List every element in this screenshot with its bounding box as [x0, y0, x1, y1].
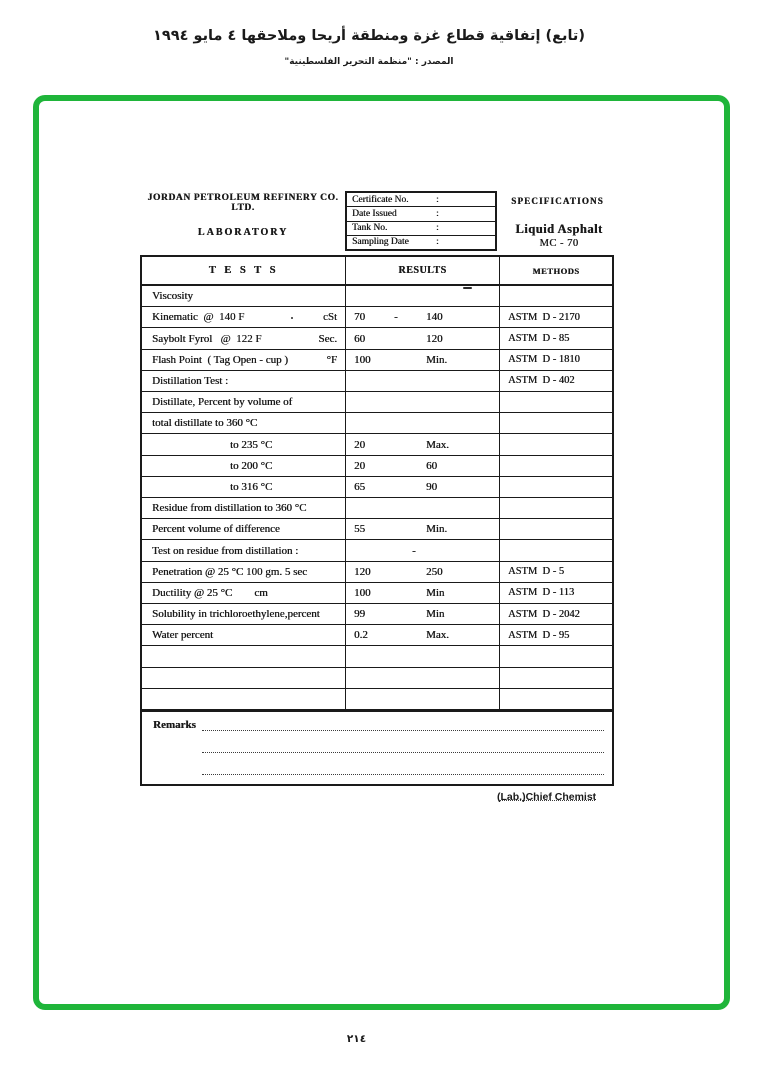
- table-row-flash-point: [142, 350, 612, 371]
- result-cell: [346, 668, 500, 688]
- test-name-cell: to 200 °C: [142, 456, 346, 476]
- test-name-cell: Distillate, Percent by volume of: [142, 392, 346, 412]
- signature-dotted-line: [499, 800, 595, 801]
- method-cell: ASTM D - 85: [508, 333, 570, 344]
- method-cell: [500, 519, 612, 539]
- method-cell: ASTM D - 2170: [508, 311, 580, 323]
- test-name-cell: Water percent: [142, 625, 346, 645]
- field-label: Date Issued: [352, 208, 397, 219]
- test-name-cell: [142, 668, 346, 688]
- table-row-empty: [142, 668, 612, 689]
- result-cell: 55 Min.: [346, 519, 500, 539]
- methods-column-header: METHODS: [532, 265, 580, 276]
- result-cell: 65 90: [346, 477, 500, 497]
- results-column-header: RESULTS: [346, 257, 500, 284]
- remarks-dotted-line: [202, 774, 604, 775]
- method-cell: [500, 413, 612, 433]
- test-name-cell: [142, 646, 346, 666]
- method-cell: ASTM D - 2042: [508, 608, 580, 620]
- table-row-distillation-test: [142, 371, 612, 392]
- unit-label: cSt: [322, 311, 337, 324]
- test-name-cell: Distillation Test :: [142, 371, 346, 391]
- certificate-field: [347, 193, 495, 207]
- method-cell: [500, 477, 612, 497]
- result-cell: 70 - 140: [346, 307, 500, 327]
- test-name-cell: Saybolt Fyrol @ 122 F Sec.: [142, 328, 346, 348]
- test-name-cell: Viscosity: [142, 286, 346, 306]
- method-cell: [500, 668, 612, 688]
- method-cell: ASTM D - 402: [508, 375, 575, 387]
- method-cell: [500, 540, 612, 560]
- remarks-dotted-line: [202, 730, 604, 731]
- field-colon: :: [436, 194, 439, 205]
- field-label: Sampling Date: [352, 237, 409, 248]
- result-cell: 0.2 Max.: [346, 625, 500, 645]
- result-cell: [346, 646, 500, 666]
- chief-chemist-signature-label: (Lab.)Chief Chemist: [497, 791, 597, 803]
- test-name-cell: Solubility in trichloroethylene,percent: [142, 604, 346, 624]
- specification-table: [140, 255, 614, 711]
- method-cell: [500, 434, 612, 454]
- table-row-test-on-residue: [142, 540, 612, 561]
- product-name: Liquid Asphalt: [515, 222, 603, 236]
- table-row-viscosity: [142, 286, 612, 307]
- table-row-kinematic: [142, 307, 612, 328]
- table-row-residue: [142, 498, 612, 519]
- table-row-water-percent: [142, 625, 612, 646]
- test-name-cell: Penetration @ 25 °C 100 gm. 5 sec: [142, 562, 346, 582]
- remarks-box: [140, 710, 614, 786]
- table-row-distillate-percent: [142, 392, 612, 413]
- test-name-cell: Test on residue from distillation :: [142, 540, 346, 560]
- certificate-info-box: [345, 191, 497, 251]
- remarks-dotted-line: [202, 752, 604, 753]
- test-name-cell: total distillate to 360 °C: [142, 413, 346, 433]
- table-row-solubility: [142, 604, 612, 625]
- result-cell: [346, 498, 500, 518]
- method-cell: ASTM D - 113: [508, 587, 575, 599]
- result-cell: 99 Min: [346, 604, 500, 624]
- certificate-field: [347, 222, 495, 236]
- document-source-arabic: المصدر : "منظمة التحرير الفلسطينية": [284, 57, 454, 67]
- method-cell: [500, 286, 612, 306]
- table-row-empty: [142, 689, 612, 709]
- result-cell: 100 Min: [346, 583, 500, 603]
- method-cell: [500, 392, 612, 412]
- test-name-cell: to 316 °C: [142, 477, 346, 497]
- table-row-penetration: [142, 562, 612, 583]
- result-cell: 120 250: [346, 562, 500, 582]
- test-name-cell: Percent volume of difference: [142, 519, 346, 539]
- product-grade: MC - 70: [539, 238, 579, 249]
- method-cell: [500, 498, 612, 518]
- field-label: Tank No.: [352, 223, 388, 234]
- specifications-title: SPECIFICATIONS: [511, 196, 604, 206]
- table-row-saybolt: [142, 328, 612, 349]
- result-cell: 20 60: [346, 456, 500, 476]
- method-cell: ASTM D - 5: [508, 566, 565, 578]
- certificate-field: [347, 207, 495, 221]
- company-name: JORDAN PETROLEUM REFINERY CO. LTD.: [147, 193, 339, 213]
- document-title-arabic: (تابع) إتفاقية قطاع غزة ومنطقة أريحا وملاحقها ٤ مايو ١٩٩٤: [153, 28, 585, 44]
- table-row-empty: [142, 646, 612, 667]
- method-cell: [500, 646, 612, 666]
- method-cell: [500, 456, 612, 476]
- table-row-to-200: [142, 456, 612, 477]
- test-name-cell: [142, 689, 346, 709]
- table-row-percent-volume: [142, 519, 612, 540]
- table-row-total-distillate: [142, 413, 612, 434]
- unit-label: Sec.: [318, 332, 337, 345]
- method-cell: ASTM D - 95: [508, 629, 570, 641]
- result-cell: [346, 371, 500, 391]
- test-name-cell: Flash Point ( Tag Open - cup ) °F: [142, 350, 346, 370]
- result-cell: -: [346, 540, 500, 560]
- test-name-cell: to 235 °C: [142, 434, 346, 454]
- result-cell: 100 Min.: [346, 350, 500, 370]
- result-cell: [346, 413, 500, 433]
- test-name-cell: Ductility @ 25 °C cm: [142, 583, 346, 603]
- field-colon: :: [436, 237, 439, 248]
- unit-label: °F: [326, 353, 337, 366]
- tests-column-header: T E S T S: [142, 257, 346, 284]
- method-cell: ASTM D - 1810: [508, 354, 580, 366]
- field-colon: :: [436, 208, 439, 219]
- test-name-cell: Residue from distillation to 360 °C: [142, 498, 346, 518]
- table-row-to-235: [142, 434, 612, 455]
- result-cell: [346, 392, 500, 412]
- result-cell: 20 Max.: [346, 434, 500, 454]
- result-cell: 60 120: [346, 328, 500, 348]
- test-name-cell: Kinematic @ 140 F cSt: [142, 307, 346, 327]
- remarks-label: Remarks: [153, 719, 196, 731]
- page-number-arabic: ٢١٤: [346, 1033, 367, 1045]
- result-cell: [346, 689, 500, 709]
- department-name: LABORATORY: [197, 227, 289, 238]
- table-row-to-316: [142, 477, 612, 498]
- table-row-ductility: [142, 583, 612, 604]
- table-header-row: [142, 257, 612, 286]
- certificate-field: [347, 236, 495, 249]
- field-label: Certificate No.: [352, 194, 409, 205]
- method-cell: [500, 689, 612, 709]
- result-cell: [346, 286, 500, 306]
- field-colon: :: [436, 223, 439, 234]
